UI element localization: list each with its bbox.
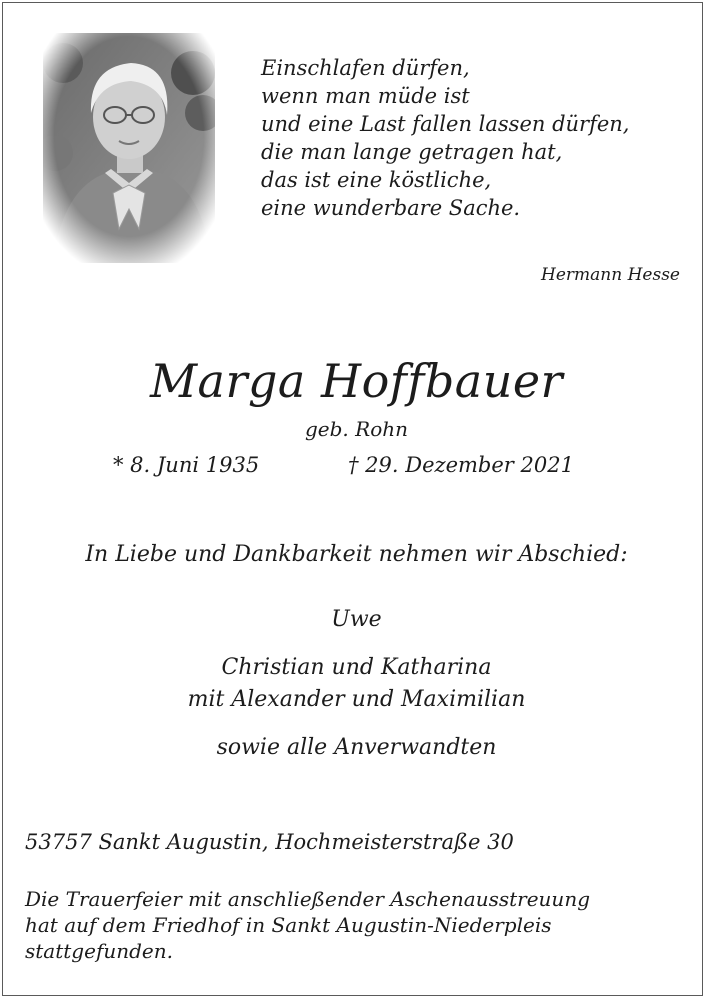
portrait-photo — [43, 33, 215, 263]
poem-line: Einschlafen dürfen, — [261, 56, 470, 80]
poem-line: wenn man müde ist — [261, 84, 470, 108]
farewell-intro: In Liebe und Dankbarkeit nehmen wir Abschied: — [85, 542, 628, 567]
address: 53757 Sankt Augustin, Hochmeisterstraße 30 — [25, 830, 514, 854]
poem-line: das ist eine köstliche, — [261, 168, 492, 192]
deceased-name: Marga Hoffbauer — [149, 354, 564, 408]
obituary-frame — [2, 2, 703, 996]
birth-date: * 8. Juni 1935 — [113, 453, 260, 477]
notice-line: hat auf dem Friedhof in Sankt Augustin-Niederpleis — [25, 913, 552, 937]
death-date: † 29. Dezember 2021 — [348, 453, 574, 477]
mourner-line: sowie alle Anverwandten — [216, 735, 497, 760]
mourner-line: Christian und Katharina — [221, 655, 492, 680]
poem-line: eine wunderbare Sache. — [261, 196, 521, 220]
funeral-notice — [25, 886, 705, 964]
poem — [261, 54, 681, 222]
poem-line: und eine Last fallen lassen dürfen, — [261, 112, 630, 136]
poem-line: die man lange getragen hat, — [261, 140, 563, 164]
mourner-line: mit Alexander und Maximilian — [187, 687, 526, 712]
maiden-name: geb. Rohn — [304, 417, 409, 441]
notice-line: stattgefunden. — [25, 939, 173, 963]
mourner-line: Uwe — [331, 607, 382, 632]
poem-author: Hermann Hesse — [541, 265, 680, 285]
notice-line: Die Trauerfeier mit anschließender Aschenausstreuung — [25, 887, 590, 911]
